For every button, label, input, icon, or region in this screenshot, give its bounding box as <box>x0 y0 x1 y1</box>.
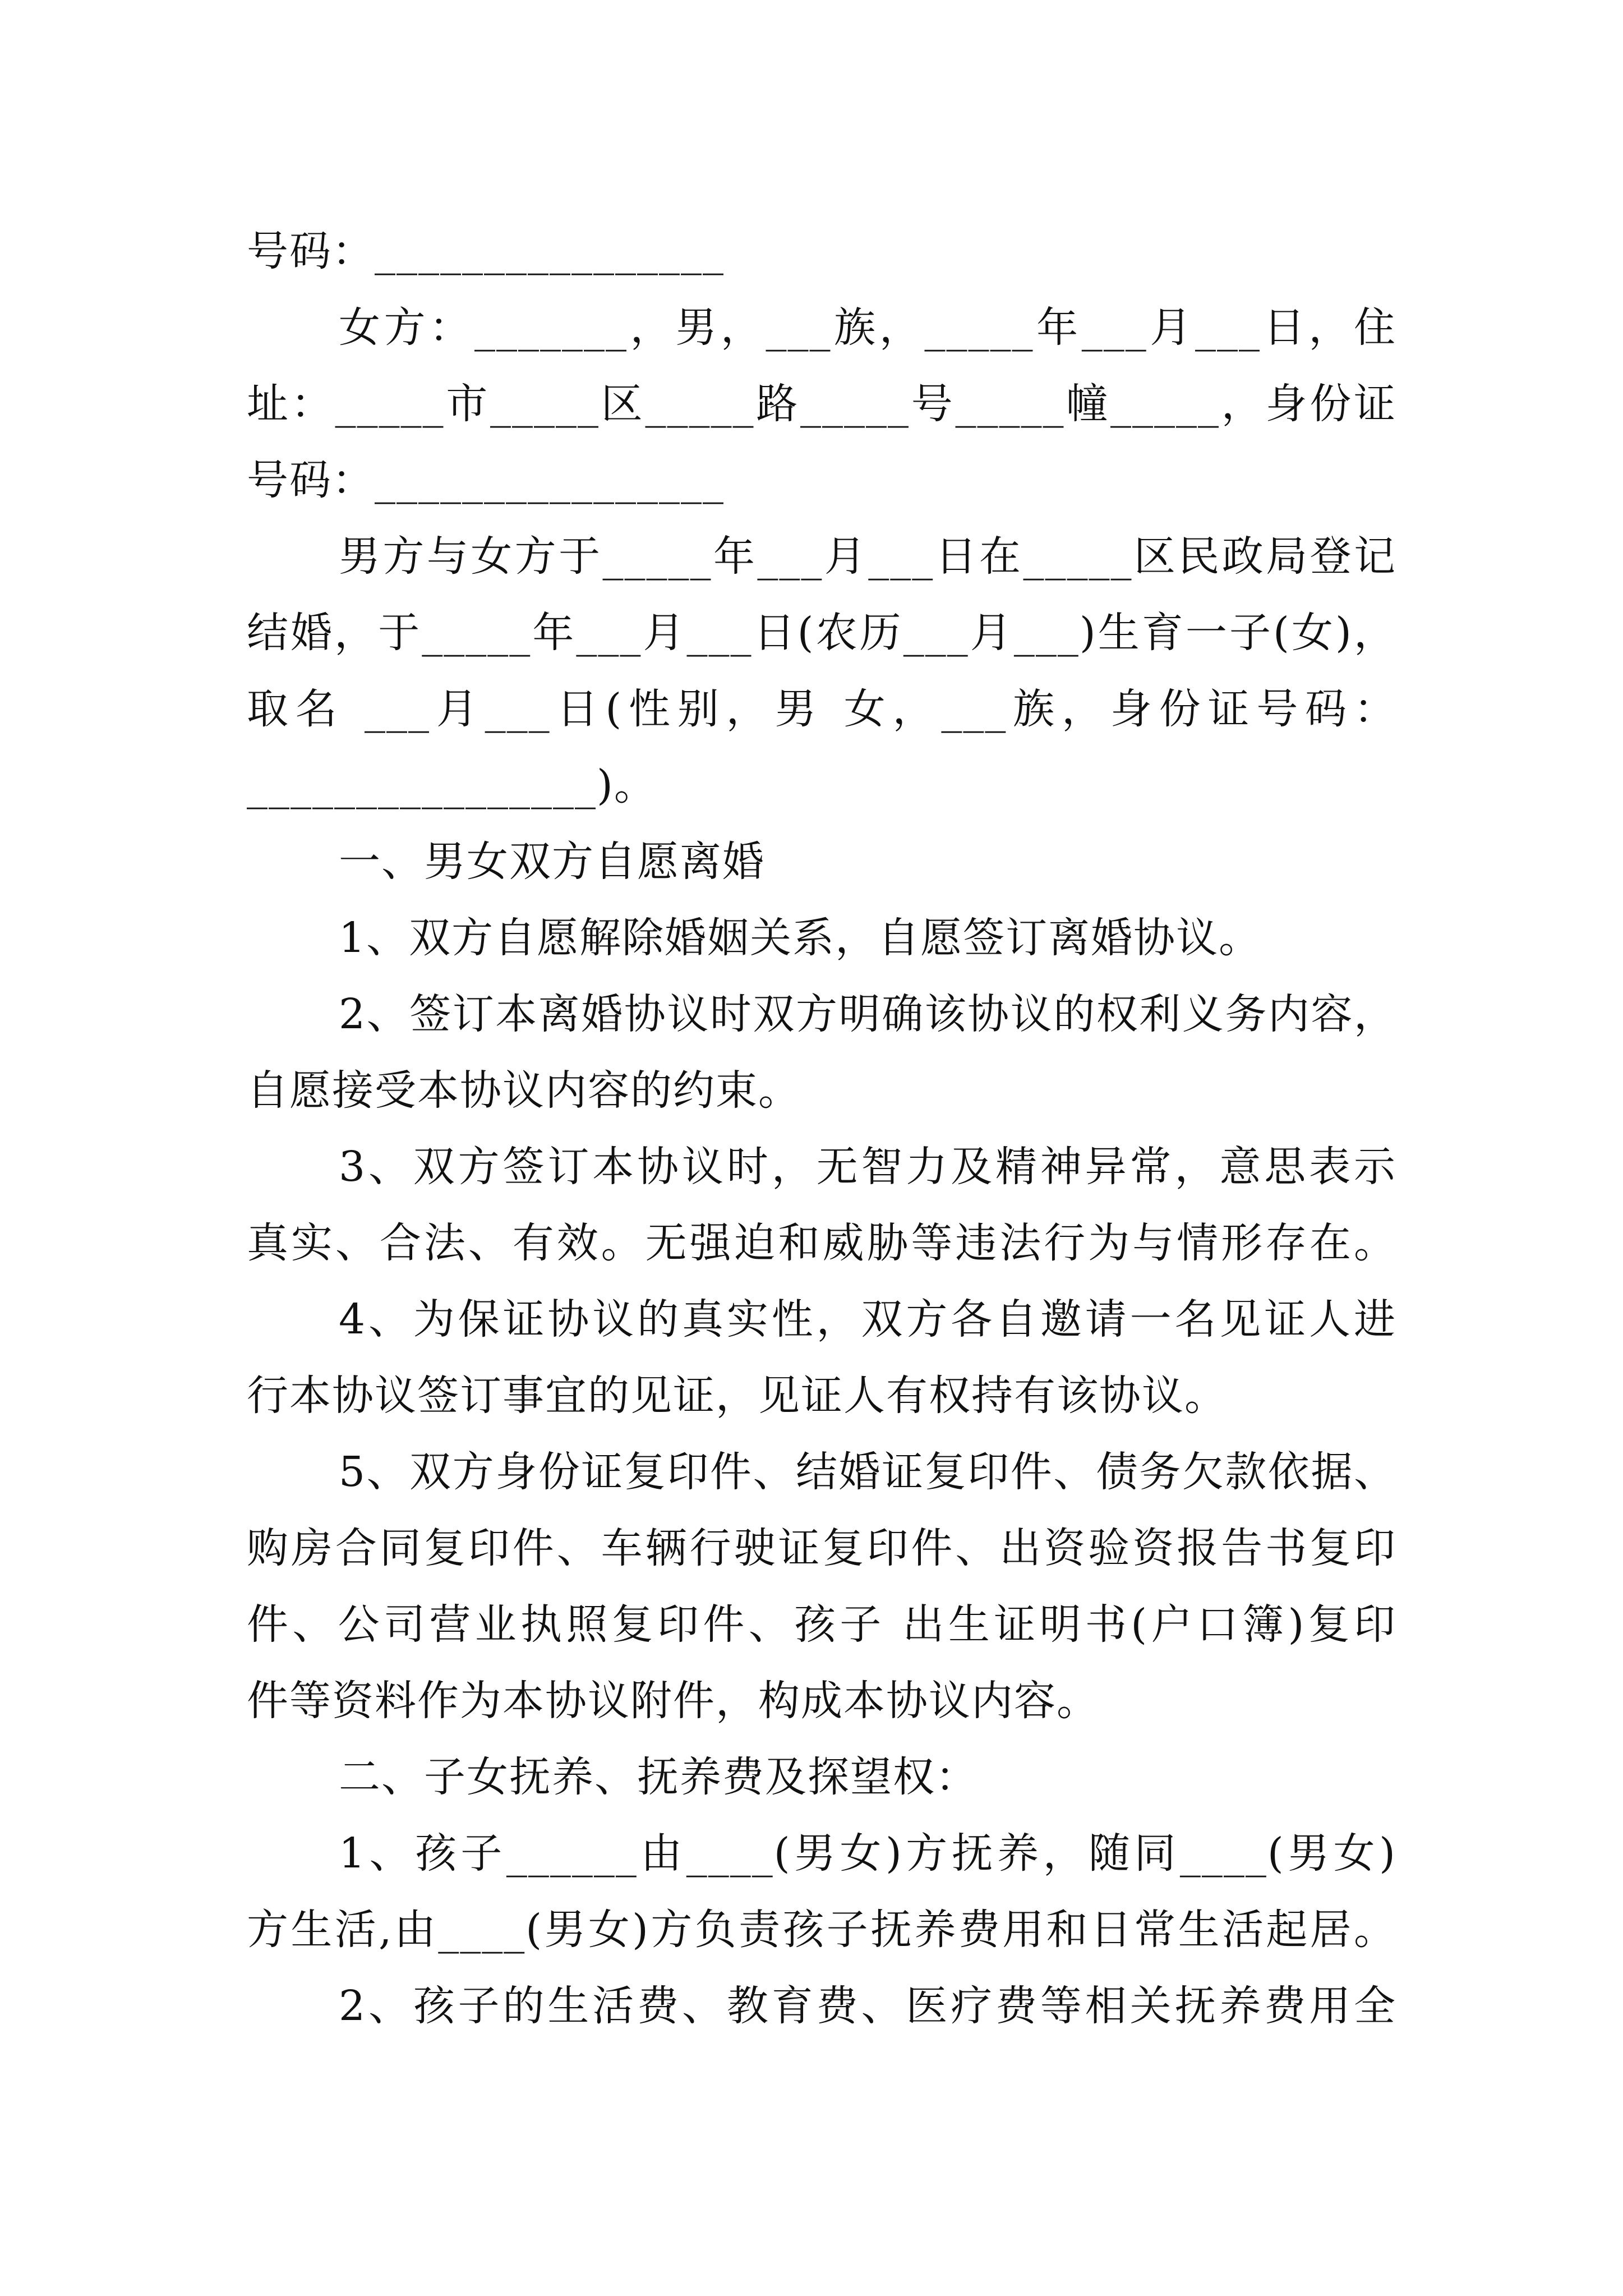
text-line-12: 自愿接受本协议内容的约束。 <box>247 1066 801 1115</box>
text-line-15: 4、为保证协议的真实性，双方各自邀请一名见证人进 <box>339 1295 1396 1343</box>
section-heading-2: 二、子女抚养、抚养费及探望权： <box>339 1753 978 1801</box>
text-line-19: 件、公司营业执照复印件、孩子 出生证明书(户口簿)复印 <box>247 1600 1396 1649</box>
text-line-11: 2、签订本离婚协议时双方明确该协议的权利义务内容， <box>339 990 1396 1038</box>
text-line-2: 女方：_______，男，___族，_____年___月___日，住 <box>339 303 1396 352</box>
text-line-5: 男方与女方于_____年___月___日在_____区民政局登记 <box>339 532 1396 581</box>
text-line-6: 结婚，于_____年___月___日(农历___月___)生育一子(女)， <box>247 609 1396 657</box>
text-line-17: 5、双方身份证复印件、结婚证复印件、债务欠款依据、 <box>339 1448 1396 1496</box>
text-line-4: 号码：________________ <box>247 456 725 504</box>
text-line-1: 号码：________________ <box>247 227 725 275</box>
text-line-14: 真实、合法、有效。无强迫和威胁等违法行为与情形存在。 <box>247 1219 1396 1267</box>
text-line-13: 3、双方签订本协议时，无智力及精神异常，意思表示 <box>339 1143 1396 1191</box>
text-line-22: 1、孩子______由____(男女)方抚养，随同____(男女) <box>339 1829 1396 1878</box>
section-heading-1: 一、男女双方自愿离婚 <box>339 838 765 886</box>
text-line-20: 件等资料作为本协议附件，构成本协议内容。 <box>247 1677 1099 1725</box>
text-line-24: 2、孩子的生活费、教育费、医疗费等相关抚养费用全 <box>339 1982 1396 2030</box>
document-body <box>247 213 1396 2044</box>
text-line-16: 行本协议签订事宜的见证，见证人有权持有该协议。 <box>247 1372 1227 1420</box>
text-line-7: 取名 ___月___日(性别，男 女，___族，身份证号码： <box>247 685 1396 733</box>
text-line-8: ________________)。 <box>247 761 657 809</box>
text-line-3: 址：_____市_____区_____路_____号_____幢_____，身份证 <box>247 380 1396 428</box>
text-line-10: 1、双方自愿解除婚姻关系，自愿签订离婚协议。 <box>339 914 1262 962</box>
text-line-18: 购房合同复印件、车辆行驶证复印件、出资验资报告书复印 <box>247 1524 1396 1572</box>
text-line-23: 方生活,由____(男女)方负责孩子抚养费用和日常生活起居。 <box>247 1906 1396 1954</box>
